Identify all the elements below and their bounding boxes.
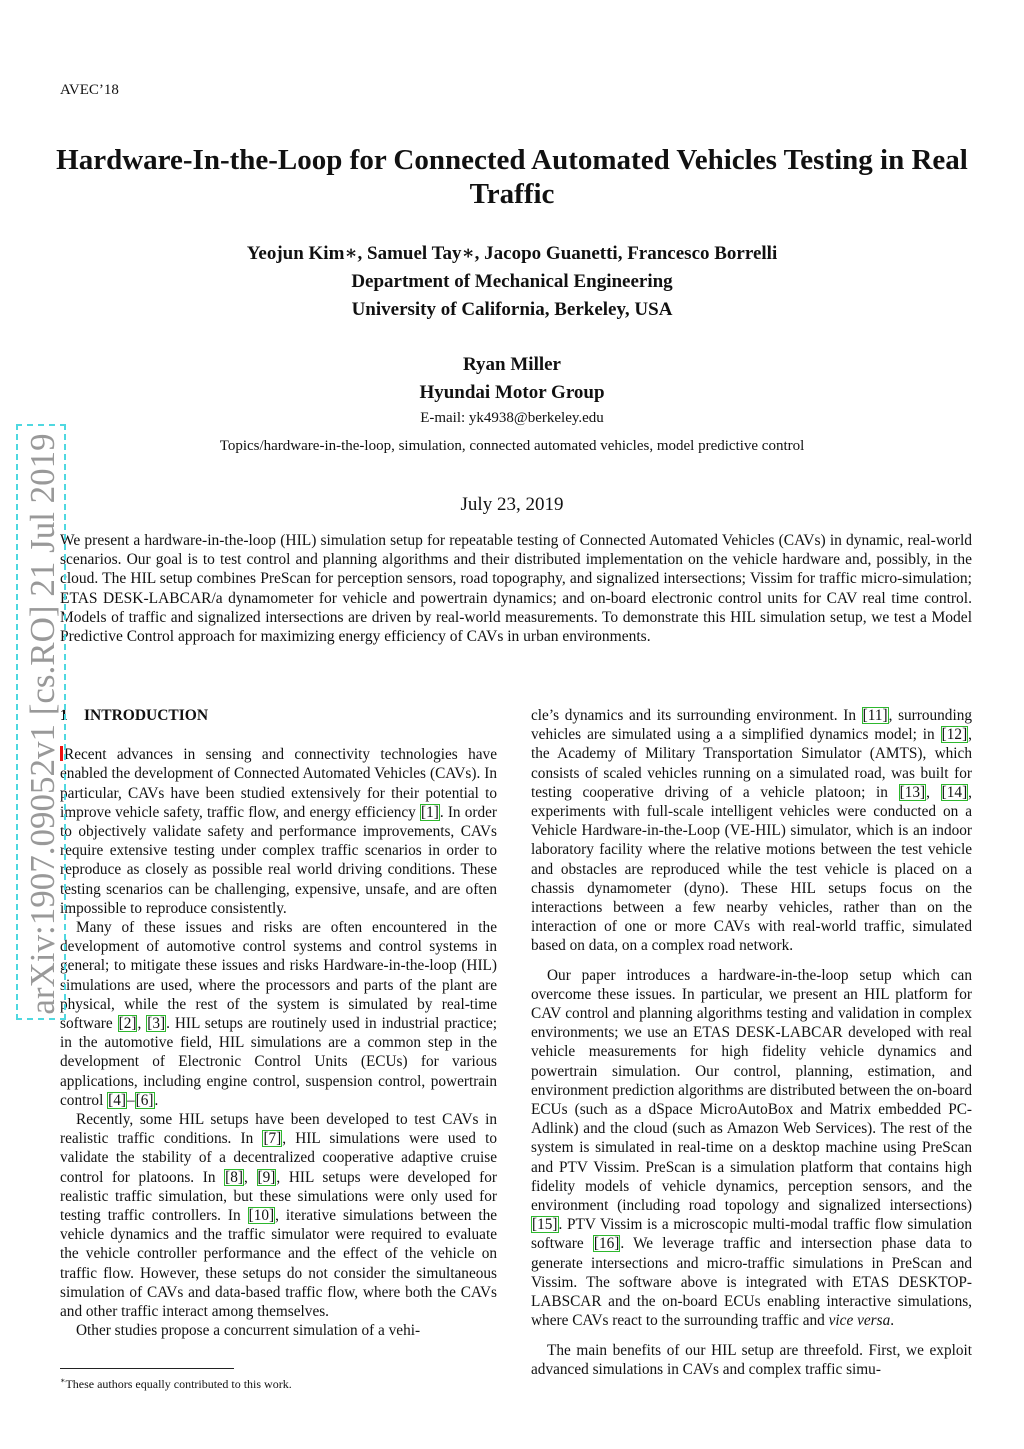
contact-email: E-mail: yk4938@berkeley.edu: [420, 410, 604, 426]
citation-link[interactable]: [15]: [532, 1216, 558, 1234]
section-title: INTRODUCTION: [84, 707, 209, 724]
paragraph: Many of these issues and risks are often encountered in the development of automotive control systems and control systems in general; to mitigate these issues and risks Hardware-in-the-loop (HIL) simulations are used, where the processors and parts of the plant are physical, while the rest of the system is simulated by real-time software [2], [3]. HIL setups are routinely used in industrial practice; in the automotive field, HIL simulations are a common step in the development of Electronic Control Units (ECUs) for various applications, including engine control, suspension control, powertrain control [4]–[6].: [60, 919, 497, 1109]
second-author: Ryan Miller: [462, 354, 561, 375]
topics-line: Topics/hardware-in-the-loop, simulation, connected automated vehicles, model predictive control: [219, 438, 805, 454]
paragraph: Recently, some HIL setups have been developed to test CAVs in realistic traffic conditions. In [7], HIL simulations were used to validate the stability of a decentralized cooperative adaptive cruise control for platoons. In [8], [9], HIL setups were developed for realistic traffic simulation, but these simulations were only used for testing traffic controllers. In [10], iterative simulations between the vehicle dynamics and the traffic simulator were required to evaluate the vehicle controller performance and the effect of the vehicle on traffic flow. However, these setups do not consider the simultaneous simulation of CAVs and data-based traffic flow, where both the CAVs and other traffic interact among themselves.: [60, 1111, 498, 1321]
citation-link[interactable]: [1]: [421, 803, 439, 821]
university: University of California, Berkeley, USA: [351, 299, 673, 320]
paper-date: July 23, 2019: [460, 494, 564, 515]
author-list: Yeojun Kim∗, Samuel Tay∗, Jacopo Guanetti, Francesco Borrelli: [246, 243, 778, 264]
section-heading: [60, 706, 497, 725]
citation-link[interactable]: [9]: [257, 1168, 276, 1186]
second-affiliation: Hyundai Motor Group: [419, 382, 605, 403]
paragraph: Our paper introduces a hardware-in-the-loop setup which can overcome these issues. In particular, we present an HIL platform for CAV control and planning algorithms testing and validation in complex environments; we use an ETAS DESK-LABCAR developed with real vehicle measurements for high fidelity vehicle dynamics and powertrain simulation. Our control, planning, estimation, and environment prediction algorithms are distributed between the on-board ECUs (such as a dSpace MicroAutoBox and Matrix embedded PC-Adlink) and the cloud (such as Amazon Web Services). The rest of the system is simulated in real-time on a desktop machine using PreScan and PTV Vissim. PreScan is a simulation platform that contains high fidelity models of vehicle dynamics, perception sensors, and the environment (including road topology and signalized intersections) [15]. PTV Vissim is a microscopic multi-modal traffic flow simulation software [16]. We leverage traffic and intersection phase data to generate intersections and micro-traffic simulations in PreScan and Vissim. The software above is integrated with ETAS DESKTOP-LABSCAR and the on-board ECUs enabling interactive simulations, where CAVs react to the surrounding traffic and vice versa.: [531, 966, 972, 1330]
footnote-marker: ∗: [60, 1376, 66, 1385]
section-number: 1: [60, 707, 68, 724]
citation-link[interactable]: [8]: [225, 1168, 244, 1186]
citation-link[interactable]: [4]: [108, 1091, 126, 1109]
citation-link[interactable]: [16]: [593, 1235, 620, 1253]
paper-title: Hardware-In-the-Loop for Connected Automated Vehicles Testing in Real Traffic: [56, 144, 968, 210]
citation-link[interactable]: [14]: [941, 783, 968, 801]
footnote-text: These authors equally contributed to this work.: [65, 1377, 292, 1391]
second-author-block: [0, 351, 1024, 407]
paragraph: Recent advances in sensing and connectivity technologies have enabled the development of Connected Automated Vehicles (CAVs). In particular, CAVs have been studied extensively for their potential to improve vehicle safety, traffic flow, and energy efficiency [1]. In order to objectively validate safety and performance improvements, CAVs require extensive testing under complex traffic scenarios in order to reproduce as closely as possible real world driving conditions. These testing scenarios can be challenging, expensive, unsafe, and are often impossible to reproduce consistently.: [60, 746, 497, 917]
citation-link[interactable]: [10]: [248, 1207, 275, 1225]
conference-header: AVEC’18: [60, 82, 119, 98]
citation-link[interactable]: [7]: [263, 1130, 282, 1148]
paragraph: The main benefits of our HIL setup are threefold. First, we exploit advanced simulations in CAVs and complex traffic simu-: [531, 1341, 972, 1378]
citation-link[interactable]: [6]: [135, 1091, 154, 1109]
left-column: [60, 706, 497, 1341]
right-column: [531, 706, 972, 1379]
paragraph: Other studies propose a concurrent simulation of a vehi-: [76, 1322, 421, 1340]
citation-link[interactable]: [13]: [899, 783, 926, 801]
citation-link[interactable]: [2]: [118, 1015, 137, 1033]
department: Department of Mechanical Engineering: [351, 271, 673, 292]
footnote-rule: [60, 1368, 234, 1369]
citation-link[interactable]: [11]: [862, 707, 888, 724]
paragraph: cle’s dynamics and its surrounding environment. In [11], surrounding vehicles are simulated using a a simplified dynamics model; in [12], the Academy of Military Transportation Simulator (AMTS), which consists of scaled vehicles running on a simulated road, was built for testing cooperative driving of a vehicle platoon; in [13], [14], experiments with full-scale intelligent vehicles were conducted on a Vehicle Hardware-in-the-Loop (VE-HIL) simulator, which is an indoor laboratory facility where the relative motions between the test vehicle and obstacles are reproduced while the test vehicle is placed on a chassis dynamometer (dyno). These HIL setups focus on the interactions between a few nearby vehicles, rather than on the interaction of one or more CAVs with real-world traffic, simulated based on data, on a complex road network.: [531, 707, 972, 955]
citation-link[interactable]: [12]: [941, 726, 968, 744]
footnote: [60, 1376, 292, 1392]
abstract: We present a hardware-in-the-loop (HIL) simulation setup for repeatable testing of Connected Automated Vehicles (CAVs) in dynamic, real-world scenarios. Our goal is to test control and planning algorithms and their distributed implementation on the vehicle hardware and, possibly, in the cloud. The HIL setup combines PreScan for perception sensors, road topography, and signalized intersections; Vissim for traffic micro-simulation; ETAS DESK-LABCAR/a dynamometer for vehicle and powertrain dynamics; and on-board electronic control units for CAV real time control. Models of traffic and signalized intersections are driven by real-world measurements. To demonstrate this HIL simulation setup, we test a Model Predictive Control approach for maximizing energy efficiency of CAVs in urban environments.: [60, 532, 972, 646]
arxiv-identifier[interactable]: arXiv:1907.09052v1 [cs.RO] 21 Jul 2019: [23, 433, 62, 1015]
citation-link[interactable]: [3]: [147, 1015, 166, 1033]
author-block: [0, 240, 1024, 324]
arxiv-stamp[interactable]: [16, 424, 66, 1020]
